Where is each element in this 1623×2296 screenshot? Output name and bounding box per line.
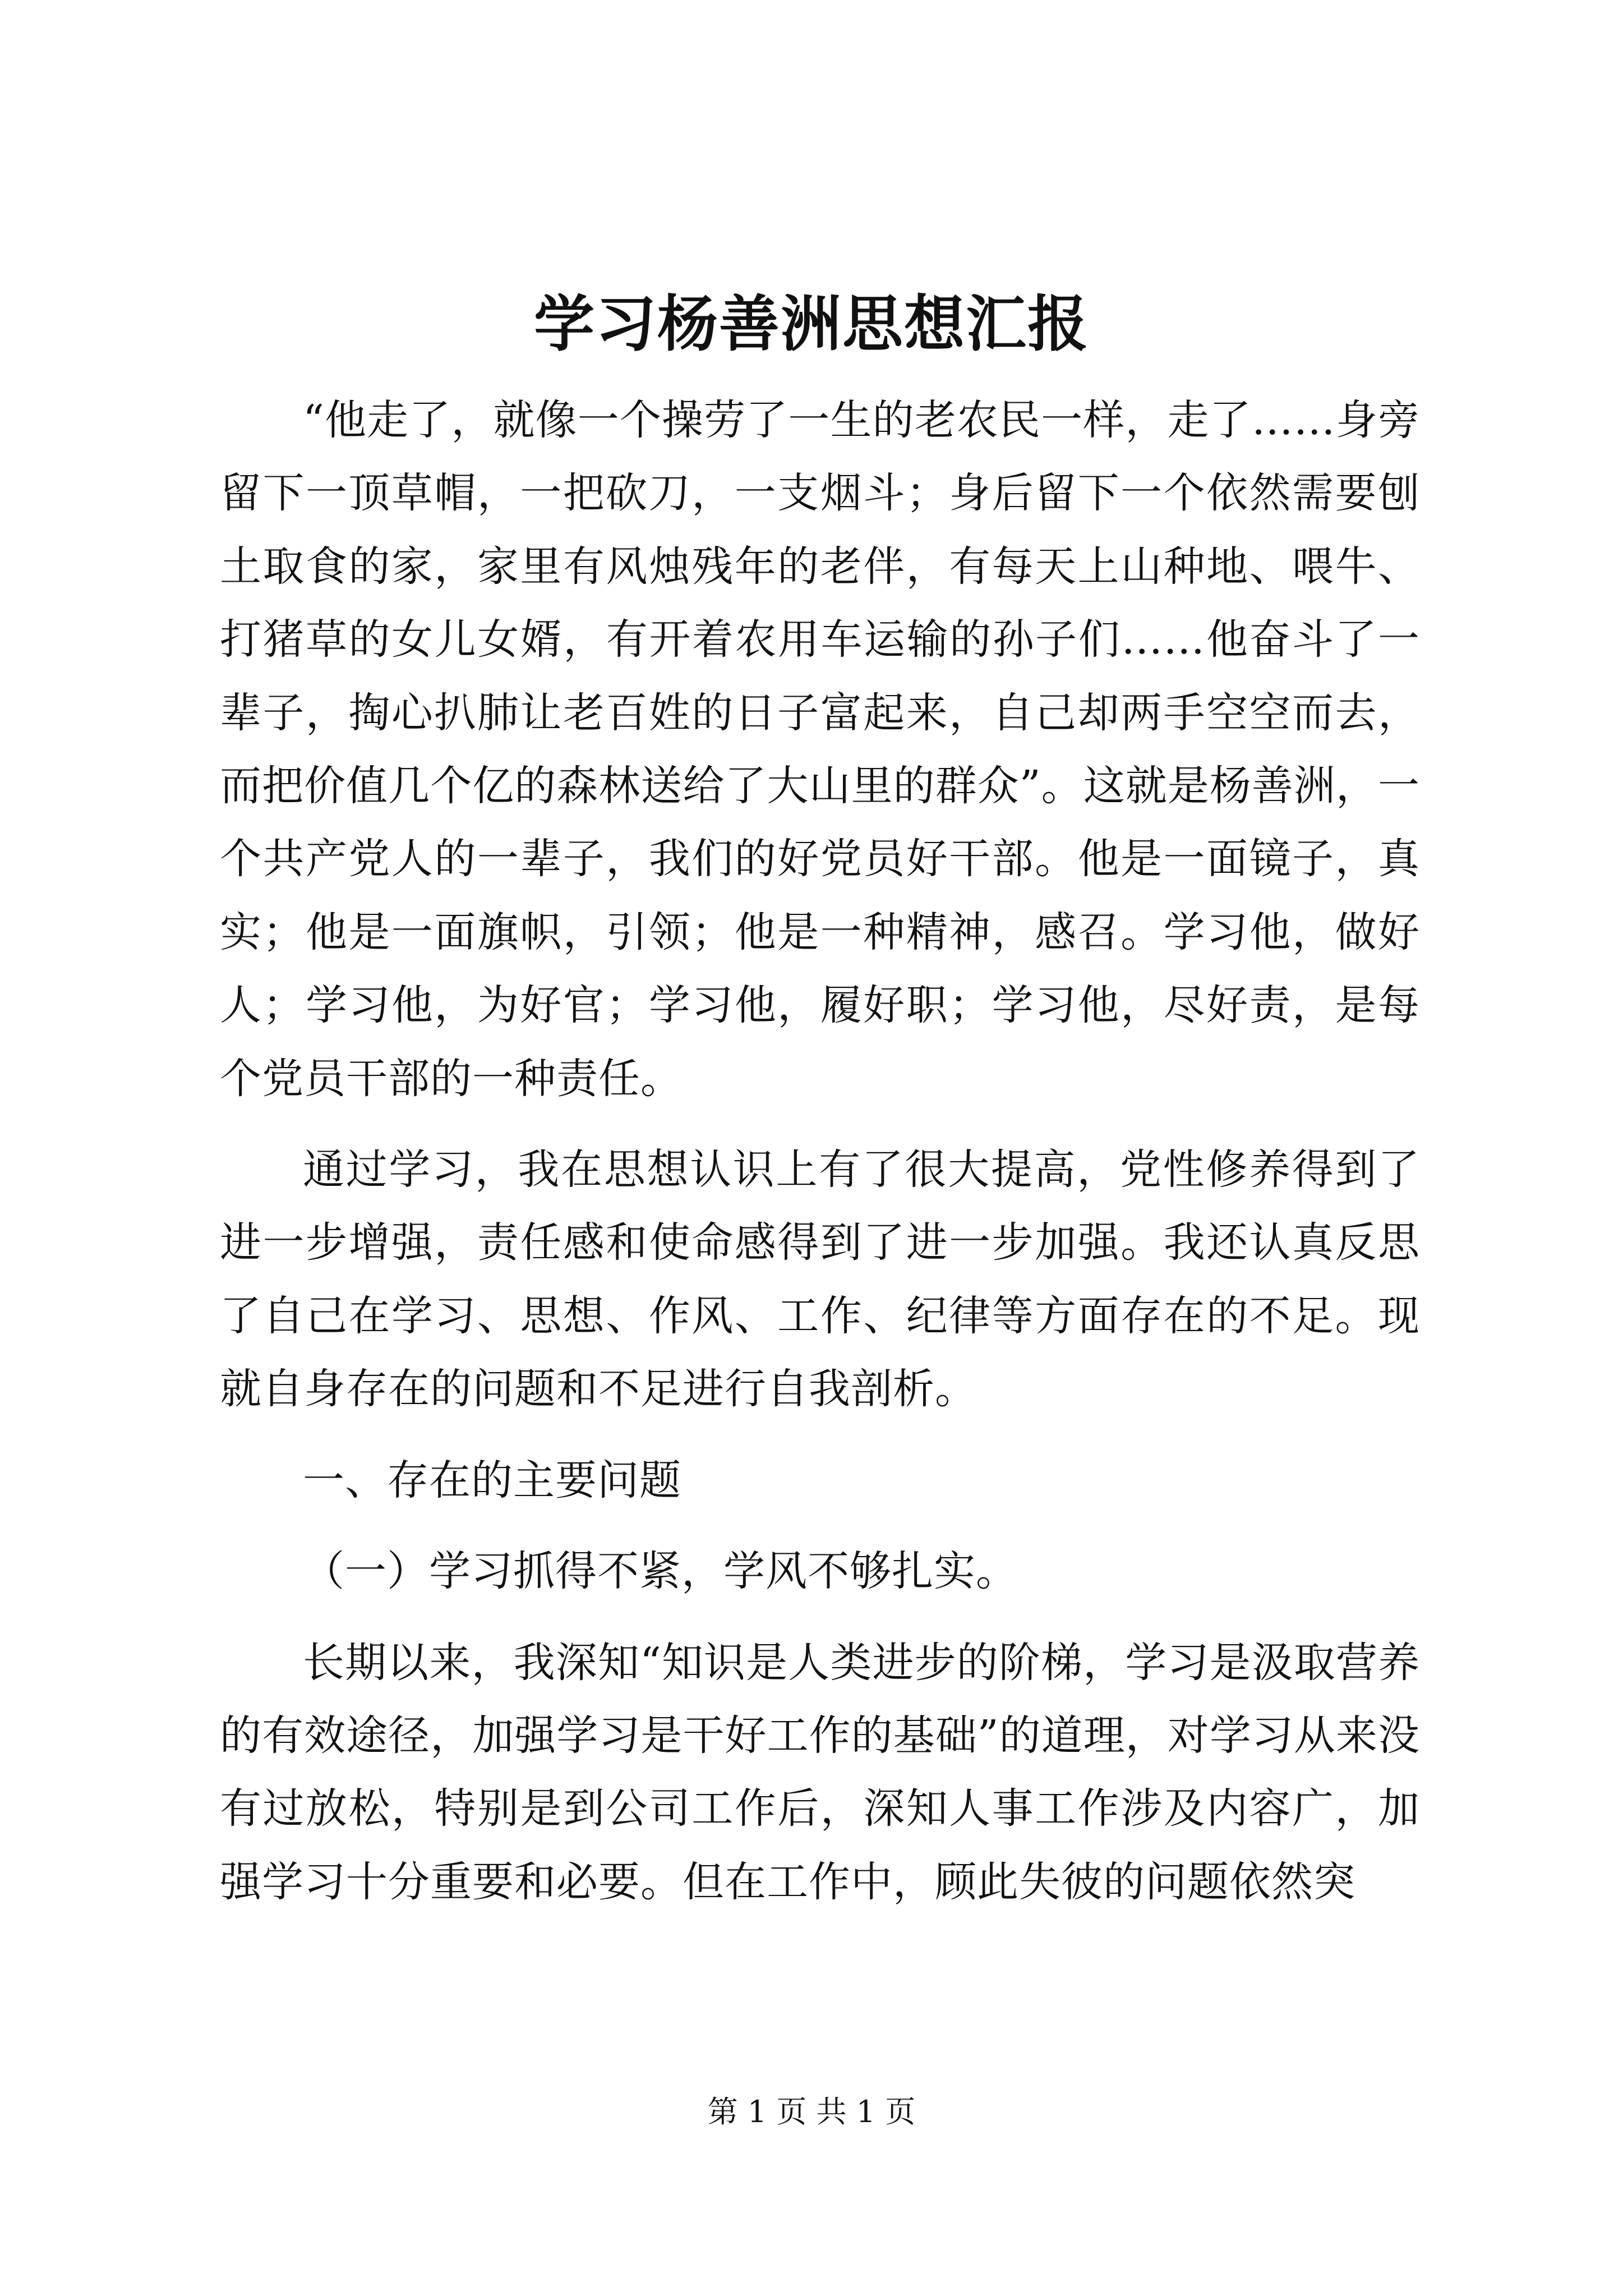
document-body xyxy=(220,384,1420,1918)
subsection-heading: （一）学习抓得不紧，学风不够扎实。 xyxy=(303,1547,1018,1596)
section-heading: 一、存在的主要问题 xyxy=(303,1456,681,1504)
page-footer: 第 1 页 共 1 页 xyxy=(707,2094,916,2129)
document-title: 学习杨善洲思想汇报 xyxy=(533,289,1089,360)
body-paragraph: “他走了，就像一个操劳了一生的老农民一样，走了……身旁留下一顶草帽，一把砍刀，一支烟斗；身后留下一个依然需要刨土取食的家，家里有风烛残年的老伴，有每天上山种地、喂牛、打猪草的女儿女婿，有开着农用车运输的孙子们……他奋斗了一辈子，掏心扒肺让老百姓的日子富起来，自己却两手空空而去，而把价值几个亿的森林送给了大山里的群众”。这就是杨善洲，一个共产党人的一辈子，我们的好党员好干部。他是一面镜子，真实；他是一面旗帜，引领；他是一种精神，感召。学习他，做好人；学习他，为好官；学习他，履好职；学习他，尽好责，是每个党员干部的一种责任。 xyxy=(220,396,1420,1103)
body-paragraph: 通过学习，我在思想认识上有了很大提高，党性修养得到了进一步增强，责任感和使命感得到了进一步加强。我还认真反思了自己在学习、思想、作风、工作、纪律等方面存在的不足。现就自身存在的问题和不足进行自我剖析。 xyxy=(220,1145,1420,1414)
body-paragraph: 长期以来，我深知“知识是人类进步的阶梯，学习是汲取营养的有效途径，加强学习是干好工作的基础”的道理，对学习从来没有过放松，特别是到公司工作后，深知人事工作涉及内容广，加强学习十分重要和必要。但在工作中，顾此失彼的问题依然突 xyxy=(220,1638,1420,1906)
